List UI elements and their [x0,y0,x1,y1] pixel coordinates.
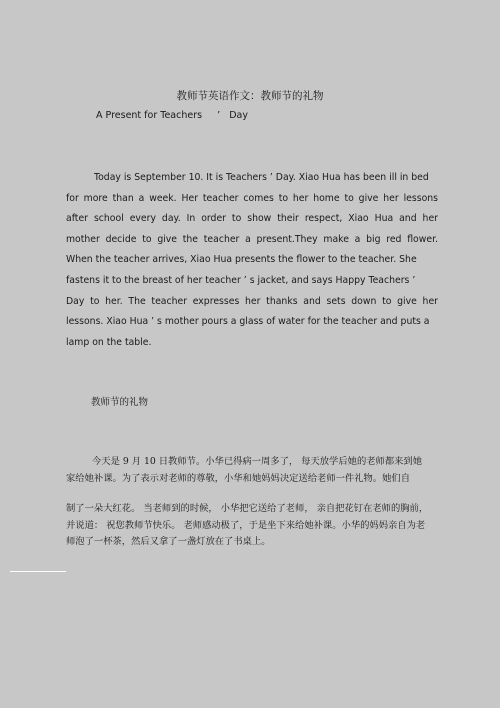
english-line: after school every day. In order to show their respect, Xiao Hua and her [66,213,438,225]
chinese-line: 并说道： 祝您教师节快乐。 老师感动极了，于是坐下来给她补课。小华的妈妈亲自为老 [66,519,426,531]
footnote-divider [10,571,66,572]
english-line: lessons. Xiao Hua ’ s mother pours a glass of water for the teacher and puts a [66,316,430,328]
chinese-line: 今天是 9 月 10 日教师节。小华已得病一周多了， 每天放学后她的老师都来到她 [92,456,423,467]
english-line: lamp on the table. [66,336,152,348]
english-line: Day to her. The teacher expresses her thanks and sets down to give her [66,295,438,307]
english-essay [66,168,438,353]
english-line: fastens it to the breast of her teacher ’ s jacket, and says Happy Teachers ’ [66,274,416,286]
english-title: A Present for Teachers ’ Day [96,110,248,121]
english-line: Today is September 10. It is Teachers ’ Day. Xiao Hua has been ill in bed [94,172,429,183]
chinese-line: 制了一朵大红花。 当老师到的时候， 小华把它送给了老师， 亲自把花钉在老师的胸前， [66,503,429,515]
english-line: for more than a week. Her teacher comes to her home to give her lessons [66,192,438,204]
chinese-line: 家给她补课。为了表示对老师的尊敬，小华和她妈妈决定送给老师一件礼物。她们自 [66,472,410,484]
english-line: mother decide to give the teacher a present.They make a big red flower. [66,233,438,245]
chinese-title: 教师节英语作文：教师节的礼物 [176,90,324,102]
chinese-line: 师泡了一杯茶，然后又拿了一盏灯放在了书桌上。 [66,536,271,548]
chinese-essay [66,454,438,551]
english-line: When the teacher arrives, Xiao Hua presents the flower to the teacher. She [66,254,417,266]
chinese-subtitle: 教师节的礼物 [91,397,149,408]
